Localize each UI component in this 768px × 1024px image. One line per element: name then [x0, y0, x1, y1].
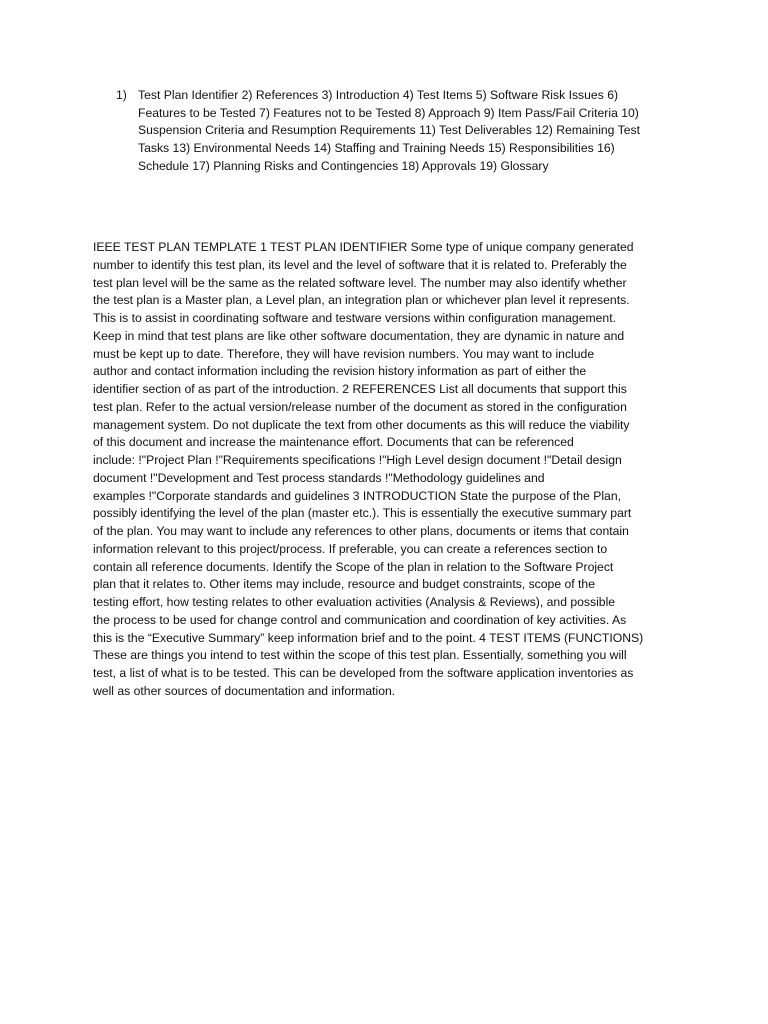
- body-line: IEEE TEST PLAN TEMPLATE 1 TEST PLAN IDENTIFIER Some type of unique company generated: [93, 240, 634, 254]
- body-line: These are things you intend to test within the scope of this test plan. Essentially, something you will: [93, 648, 627, 663]
- body-line: testing effort, how testing relates to other evaluation activities (Analysis & Reviews), and possible: [93, 595, 616, 609]
- toc-list-text: [138, 87, 676, 175]
- toc-line: Suspension Criteria and Resumption Requirements 11) Test Deliverables 12) Remaining Test: [138, 123, 640, 138]
- body-line: contain all reference documents. Identify the Scope of the plan in relation to the Software Project: [93, 559, 614, 574]
- body-line: this is the “Executive Summary” keep information brief and to the point. 4 TEST ITEMS (FUNCTIONS): [93, 630, 644, 645]
- body-line: information relevant to this project/process. If preferable, you can create a references section to: [93, 541, 608, 556]
- body-line: of the plan. You may want to include any references to other plans, documents or items that contain: [93, 524, 629, 538]
- body-line: number to identify this test plan, its level and the level of software that it is related to. Preferably the: [93, 257, 627, 272]
- list-number: 1): [116, 88, 127, 102]
- body-line: the test plan is a Master plan, a Level plan, an integration plan or whichever plan level it represents.: [93, 293, 630, 308]
- body-line: Keep in mind that test plans are like other software documentation, they are dynamic in nature and: [93, 328, 625, 343]
- body-paragraph: [93, 239, 683, 701]
- toc-line: Test Plan Identifier 2) References 3) Introduction 4) Test Items 5) Software Risk Issues 6): [138, 88, 619, 102]
- body-line: test, a list of what is to be tested. This can be developed from the software application inventories as: [93, 666, 634, 680]
- body-line: author and contact information including the revision history information as part of either the: [93, 364, 587, 379]
- body-line: possibly identifying the level of the plan (master etc.). This is essentially the executive summary part: [93, 506, 632, 521]
- body-line: well as other sources of documentation and information.: [93, 683, 396, 698]
- body-line: examples !"Corporate standards and guidelines 3 INTRODUCTION State the purpose of the Plan,: [93, 488, 621, 503]
- toc-line: Features to be Tested 7) Features not to be Tested 8) Approach 9) Item Pass/Fail Criteria 10): [138, 105, 639, 120]
- body-line: This is to assist in coordinating software and testware versions within configuration management.: [93, 311, 616, 325]
- body-line: include: !"Project Plan !"Requirements specifications !"High Level design document !"Detail design: [93, 453, 622, 467]
- toc-line: Schedule 17) Planning Risks and Contingencies 18) Approvals 19) Glossary: [138, 158, 549, 173]
- body-line: test plan level will be the same as the related software level. The number may also identify whether: [93, 275, 627, 290]
- body-line: plan that it relates to. Other items may include, resource and budget constraints, scope of the: [93, 577, 595, 592]
- body-line: identifier section of as part of the introduction. 2 REFERENCES List all documents that support this: [93, 382, 627, 396]
- body-line: management system. Do not duplicate the text from other documents as this will reduce the viability: [93, 417, 630, 432]
- body-line: of this document and increase the maintenance effort. Documents that can be referenced: [93, 435, 574, 450]
- body-line: must be kept up to date. Therefore, they will have revision numbers. You may want to include: [93, 346, 595, 361]
- toc-line: Tasks 13) Environmental Needs 14) Staffing and Training Needs 15) Responsibilities 16): [138, 141, 615, 156]
- body-line: document !"Development and Test process standards !"Methodology guidelines and: [93, 470, 545, 485]
- body-line: the process to be used for change control and communication and coordination of key activities. As: [93, 612, 627, 627]
- body-line: test plan. Refer to the actual version/release number of the document as stored in the configuration: [93, 399, 627, 414]
